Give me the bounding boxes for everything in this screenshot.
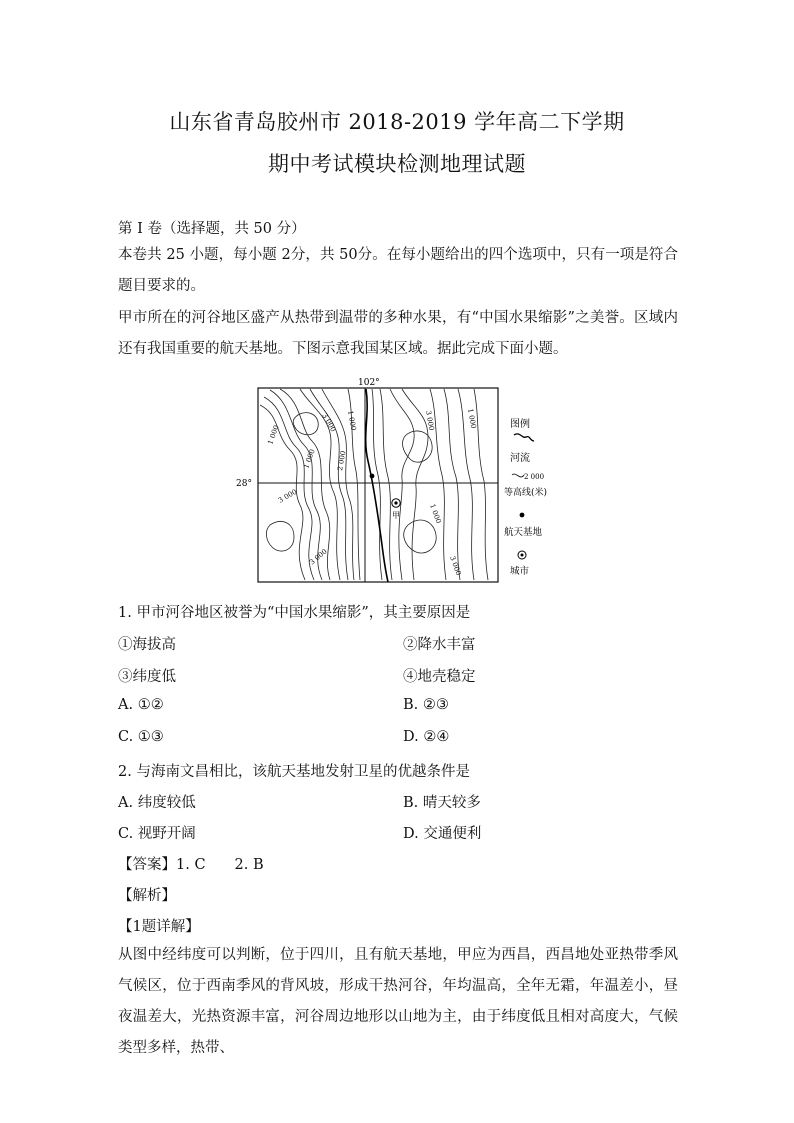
latitude-label: 28° <box>236 479 252 489</box>
answer-line: 【答案】1. C 2. B <box>118 857 264 873</box>
legend-contour-symbol <box>512 474 524 477</box>
contour-label: 3 000 <box>277 487 299 505</box>
city-label: 甲 <box>392 511 400 520</box>
explanation-paragraph: 从图中经纬度可以判断，位于四川，且有航天基地，甲应为西昌，西昌地处亚热带季风气候区，位于西南季风的背风坡，形成干热河谷，年均温高，全年无霜，年温差小，昼夜温差大，光热资源丰富，河谷周边地形以山地为主，由于纬度低且相对高度大，气候类型多样，热带、 <box>118 947 678 1056</box>
instructions: 本卷共 25 小题，每小题 2分，共 50分。在每小题给出的四个选项中，只有一项是符合 题目要求的。 <box>118 247 678 294</box>
contour-label: 3 000 <box>424 409 436 432</box>
contour-label: 3 000 <box>308 547 329 567</box>
contour-label: 3 000 <box>448 554 463 577</box>
launch-base-marker <box>370 474 375 479</box>
legend-base-symbol <box>520 513 525 518</box>
q1-item: ③纬度低 <box>118 669 176 685</box>
q2-option-b: B. 晴天较多 <box>403 795 481 811</box>
contour-label: 1 000 <box>466 407 478 430</box>
contour-label: 1 000 <box>302 448 317 470</box>
analysis-heading: 【解析】 <box>118 888 176 904</box>
q2-option-a: A. 纬度较低 <box>118 795 196 811</box>
topographic-map <box>230 375 560 585</box>
q1-stem: 1. 甲市河谷地区被誉为“中国水果缩影”，其主要原因是 <box>118 605 471 621</box>
legend-title: 图例 <box>510 419 530 430</box>
q2-stem: 2. 与海南文昌相比，该航天基地发射卫星的优越条件是 <box>118 764 470 780</box>
q1-item: ①海拔高 <box>118 637 176 653</box>
map-frame <box>258 388 498 582</box>
page-title-line1: 山东省青岛胶州市 2018-2019 学年高二下学期 <box>169 110 625 134</box>
q1-item: ②降水丰富 <box>403 637 476 653</box>
q1-option-c: C. ①③ <box>118 729 164 745</box>
detail-heading: 【1题详解】 <box>118 919 200 935</box>
legend-river-symbol <box>514 434 534 441</box>
contour-label: 2 000 <box>336 450 348 472</box>
river <box>366 389 388 582</box>
q2-option-c: C. 视野开阔 <box>118 826 196 842</box>
q1-option-b: B. ②③ <box>403 697 449 713</box>
context-paragraph: 甲市所在的河谷地区盛产从热带到温带的多种水果，有“中国水果缩影”之美誉。区域内还有我国重要的航天基地。下图示意我国某区域。据此完成下面小题。 <box>118 310 678 357</box>
legend-base-label: 航天基地 <box>504 527 543 538</box>
q1-item: ④地壳稳定 <box>403 669 476 685</box>
page-title-line2: 期中考试模块检测地理试题 <box>268 152 526 176</box>
q1-option-d: D. ②④ <box>403 729 450 745</box>
contour-label: 3 000 <box>320 412 338 434</box>
q2-option-d: D. 交通便利 <box>403 826 482 842</box>
contour-label: 1 000 <box>428 502 443 525</box>
contour-lines <box>260 389 488 580</box>
contour-label: 1 000 <box>346 409 358 432</box>
legend-contour-value: 2 000 <box>524 473 545 481</box>
section-heading: 第 I 卷（选择题，共 50 分） <box>118 221 306 237</box>
longitude-label: 102° <box>358 378 380 388</box>
legend-city-label: 城市 <box>510 566 530 577</box>
contour-label: 1 000 <box>266 424 281 446</box>
q1-option-a: A. ①② <box>118 697 164 713</box>
legend-river-label: 河流 <box>510 453 530 464</box>
legend-contour-label: 等高线(米) <box>504 488 548 498</box>
